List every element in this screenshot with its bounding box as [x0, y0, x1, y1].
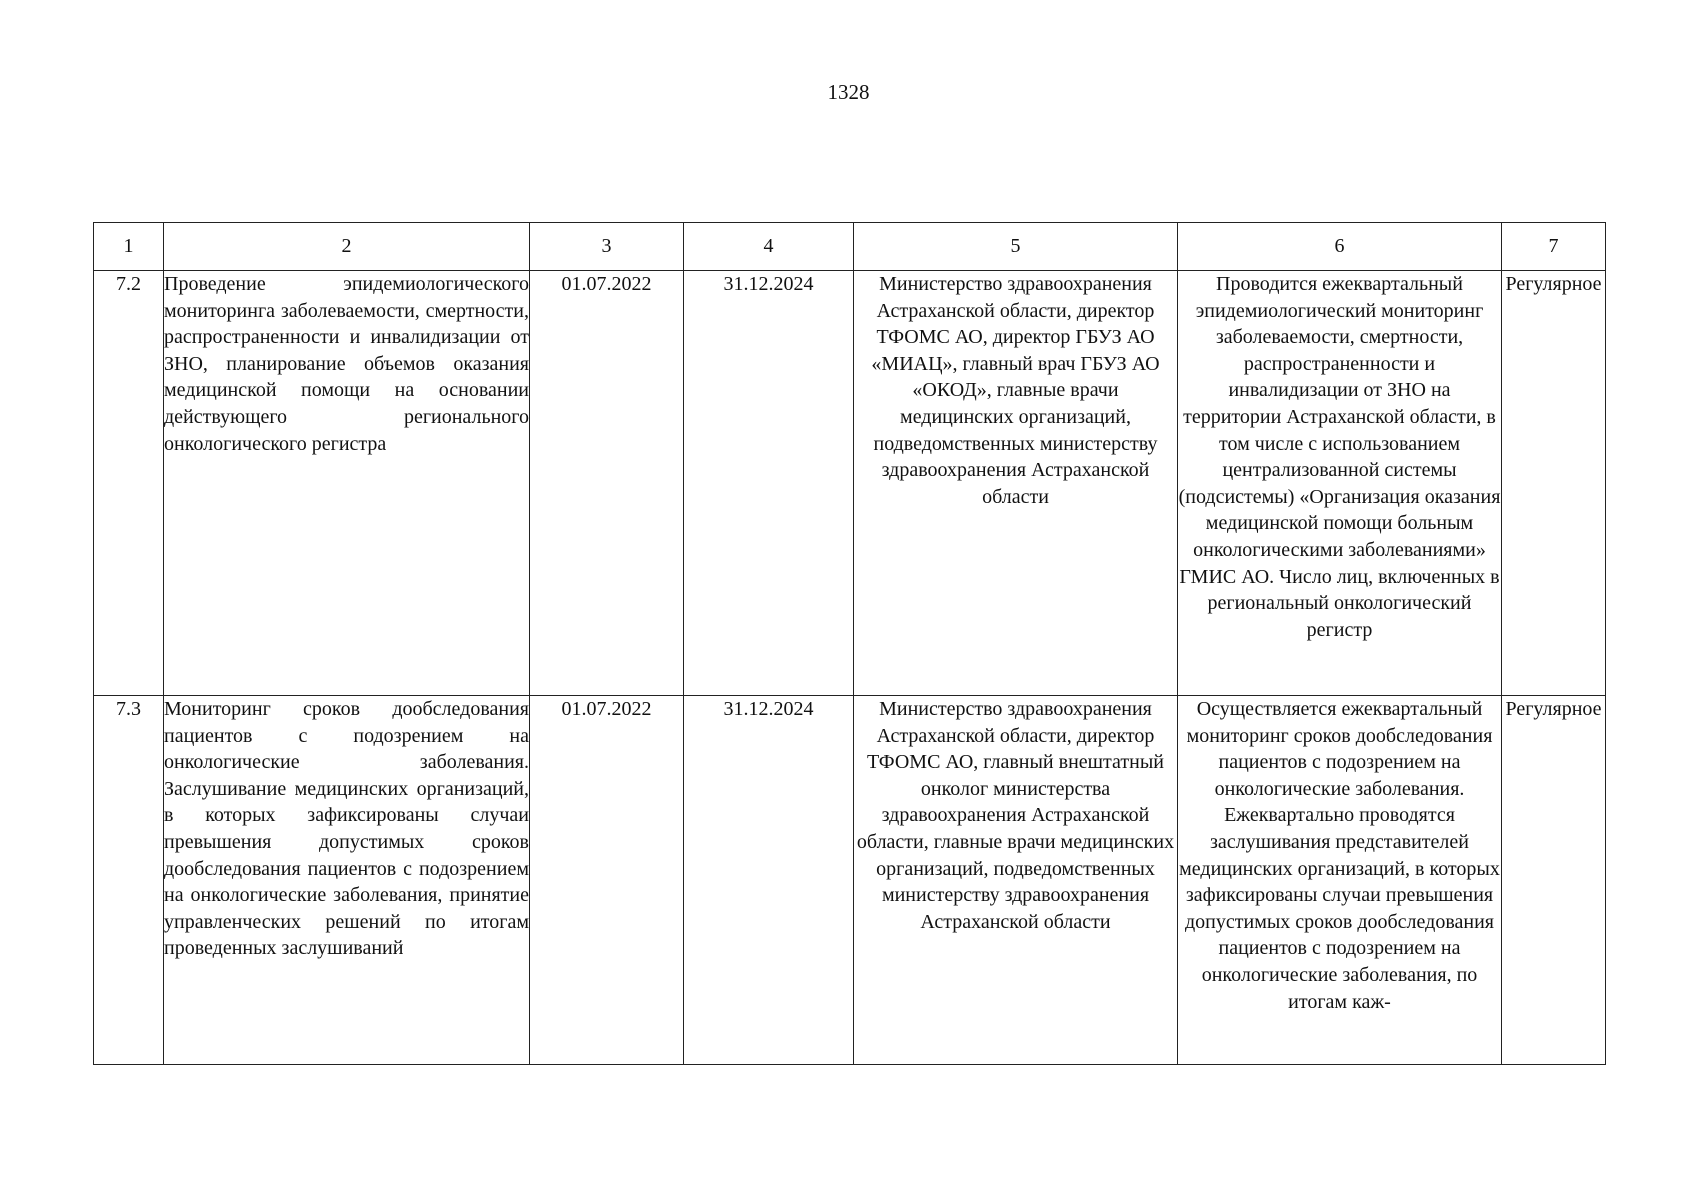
- result-cell: Осуществляется ежеквартальный мониторинг сроков дообследования пациентов с подозрением на онкологические заболевания. Ежеквартально проводятся заслушивания представителей медицинских организаций, в которых зафиксированы случаи превышения допустимых сроков дообследования пациентов с подозрением на онкологические заболевания, по итогам каж-: [1178, 696, 1502, 1065]
- table-row: [94, 271, 1606, 696]
- measures-table: [93, 222, 1606, 1065]
- column-header: 1: [94, 223, 164, 271]
- page-number: 1328: [827, 80, 870, 104]
- row-number: 7.2: [94, 271, 164, 696]
- header-row: [94, 223, 1606, 271]
- type-cell: Регулярное: [1502, 271, 1606, 696]
- column-header: 3: [530, 223, 684, 271]
- type-cell: Регулярное: [1502, 696, 1606, 1065]
- end-date-cell: 31.12.2024: [684, 271, 854, 696]
- start-date-cell: 01.07.2022: [530, 271, 684, 696]
- activity-cell: Проведение эпидемиологического мониторинга заболеваемости, смертности, распространенности и инвалидизации от ЗНО, планирование объемов оказания медицинской помощи на основании действующего регионального онкологического регистра: [164, 271, 530, 696]
- responsible-cell: Министерство здравоохранения Астраханской области, директор ТФОМС АО, директор ГБУЗ АО «МИАЦ», главный врач ГБУЗ АО «ОКОД», главные врачи медицинских организаций, подведомственных министерству здравоохранения Астраханской области: [854, 271, 1178, 696]
- activity-cell: Мониторинг сроков дообследования пациентов с подозрением на онкологические заболевания. Заслушивание медицинских организаций, в которых зафиксированы случаи превышения допустимых сроков дообследования пациентов с подозрением на онкологические заболевания, принятие управленческих решений по итогам проведенных заслушиваний: [164, 696, 530, 1065]
- start-date-cell: 01.07.2022: [530, 696, 684, 1065]
- table-row: [94, 696, 1606, 1065]
- column-header: 5: [854, 223, 1178, 271]
- result-cell: Проводится ежеквартальный эпидемиологический мониторинг заболеваемости, смертности, распространенности и инвалидизации от ЗНО на территории Астраханской области, в том числе с использованием централизованной системы (подсистемы) «Организация оказания медицинской помощи больным онкологическими заболеваниями» ГМИС АО. Число лиц, включенных в региональный онкологический регистр: [1178, 271, 1502, 696]
- column-header: 4: [684, 223, 854, 271]
- column-header: 2: [164, 223, 530, 271]
- end-date-cell: 31.12.2024: [684, 696, 854, 1065]
- column-header: 6: [1178, 223, 1502, 271]
- column-header: 7: [1502, 223, 1606, 271]
- row-number: 7.3: [94, 696, 164, 1065]
- responsible-cell: Министерство здравоохранения Астраханской области, директор ТФОМС АО, главный внештатный онколог министерства здравоохранения Астраханской области, главные врачи медицинских организаций, подведомственных министерству здравоохранения Астраханской области: [854, 696, 1178, 1065]
